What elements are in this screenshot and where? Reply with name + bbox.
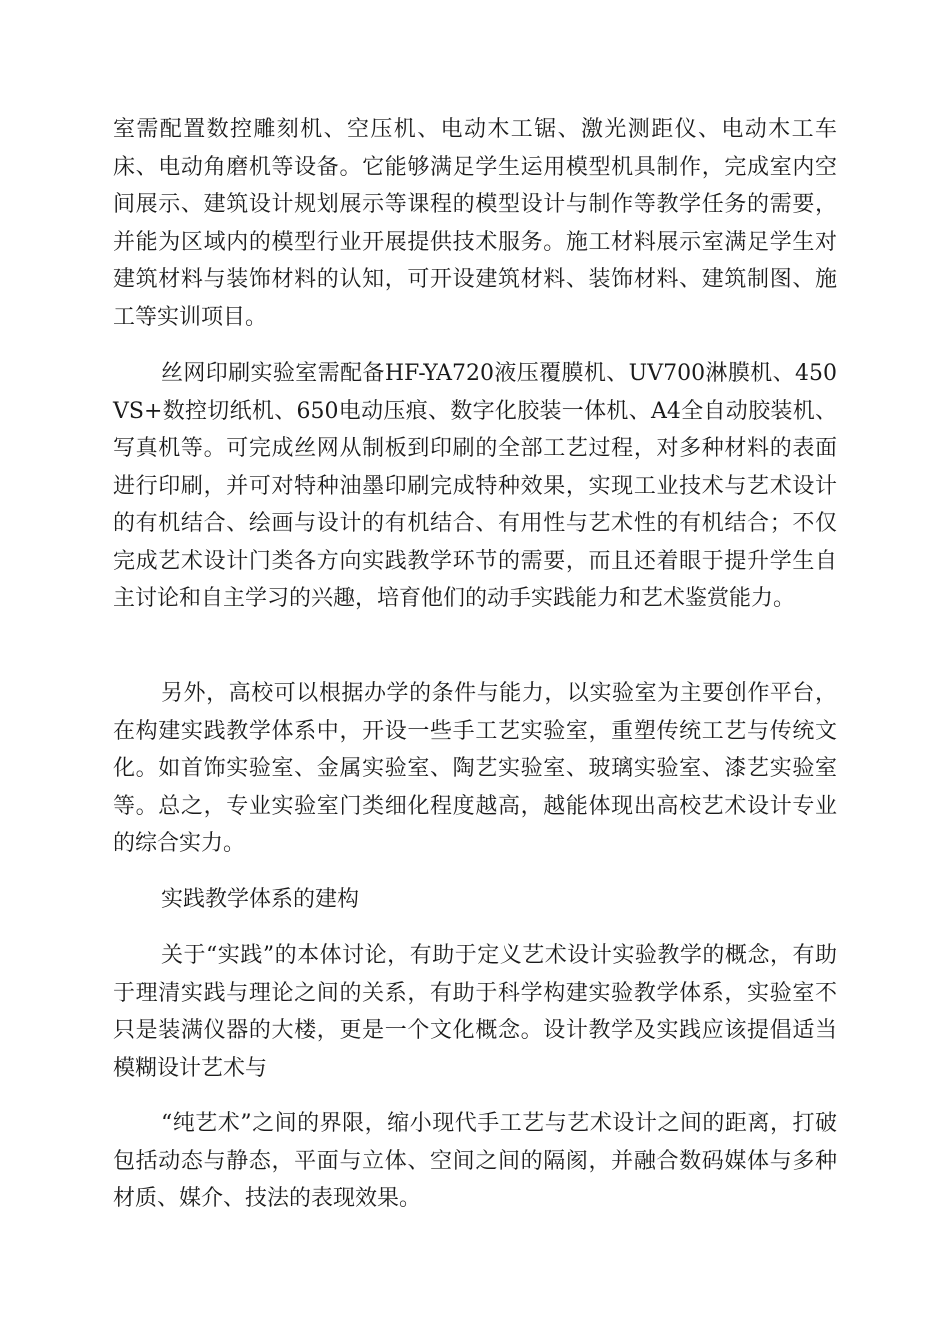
- paragraph-screen-printing-lab: 丝网印刷实验室需配备HF-YA720液压覆膜机、UV700淋膜机、450VS+数控切纸机、650电动压痕、数字化胶装一体机、A4全自动胶装机、写真机等。可完成丝网从制板到印刷的全部工艺过程，对多种材料的表面进行印刷，并可对特种油墨印刷完成特种效果，实现工业技术与艺术设计的有机结合、绘画与设计的有机结合、有用性与艺术性的有机结合；不仅完成艺术设计门类各方向实践教学环节的需要，而且还着眼于提升学生自主讨论和自主学习的兴趣，培育他们的动手实践能力和艺术鉴赏能力。: [113, 361, 837, 611]
- paragraph-handicraft-labs: 另外，高校可以根据办学的条件与能力，以实验室为主要创作平台，在构建实践教学体系中，开设一些手工艺实验室，重塑传统工艺与传统文化。如首饰实验室、金属实验室、陶艺实验室、玻璃实验室、漆艺实验室等。总之，专业实验室门类细化程度越高，越能体现出高校艺术设计专业的综合实力。: [113, 681, 837, 856]
- paragraph-pure-art-boundary: “纯艺术”之间的界限，缩小现代手工艺与艺术设计之间的距离，打破包括动态与静态，平面与立体、空间之间的隔阂，并融合数码媒体与多种材质、媒介、技法的表现效果。: [113, 1111, 837, 1211]
- paragraph-practice-ontology: 关于“实践”的本体讨论，有助于定义艺术设计实验教学的概念，有助于理清实践与理论之间的关系，有助于科学构建实验教学体系，实验室不只是装满仪器的大楼，更是一个文化概念。设计教学及实践应该提倡适当模糊设计艺术与: [113, 943, 837, 1081]
- paragraph-model-lab: 室需配置数控雕刻机、空压机、电动木工锯、激光测距仪、电动木工车床、电动角磨机等设备。它能够满足学生运用模型机具制作，完成室内空间展示、建筑设计规划展示等课程的模型设计与制作等教学任务的需要，并能为区域内的模型行业开展提供技术服务。施工材料展示室满足学生对建筑材料与装饰材料的认知，可开设建筑材料、装饰材料、建筑制图、施工等实训项目。: [113, 117, 837, 330]
- section-heading: 实践教学体系的建构: [161, 887, 360, 912]
